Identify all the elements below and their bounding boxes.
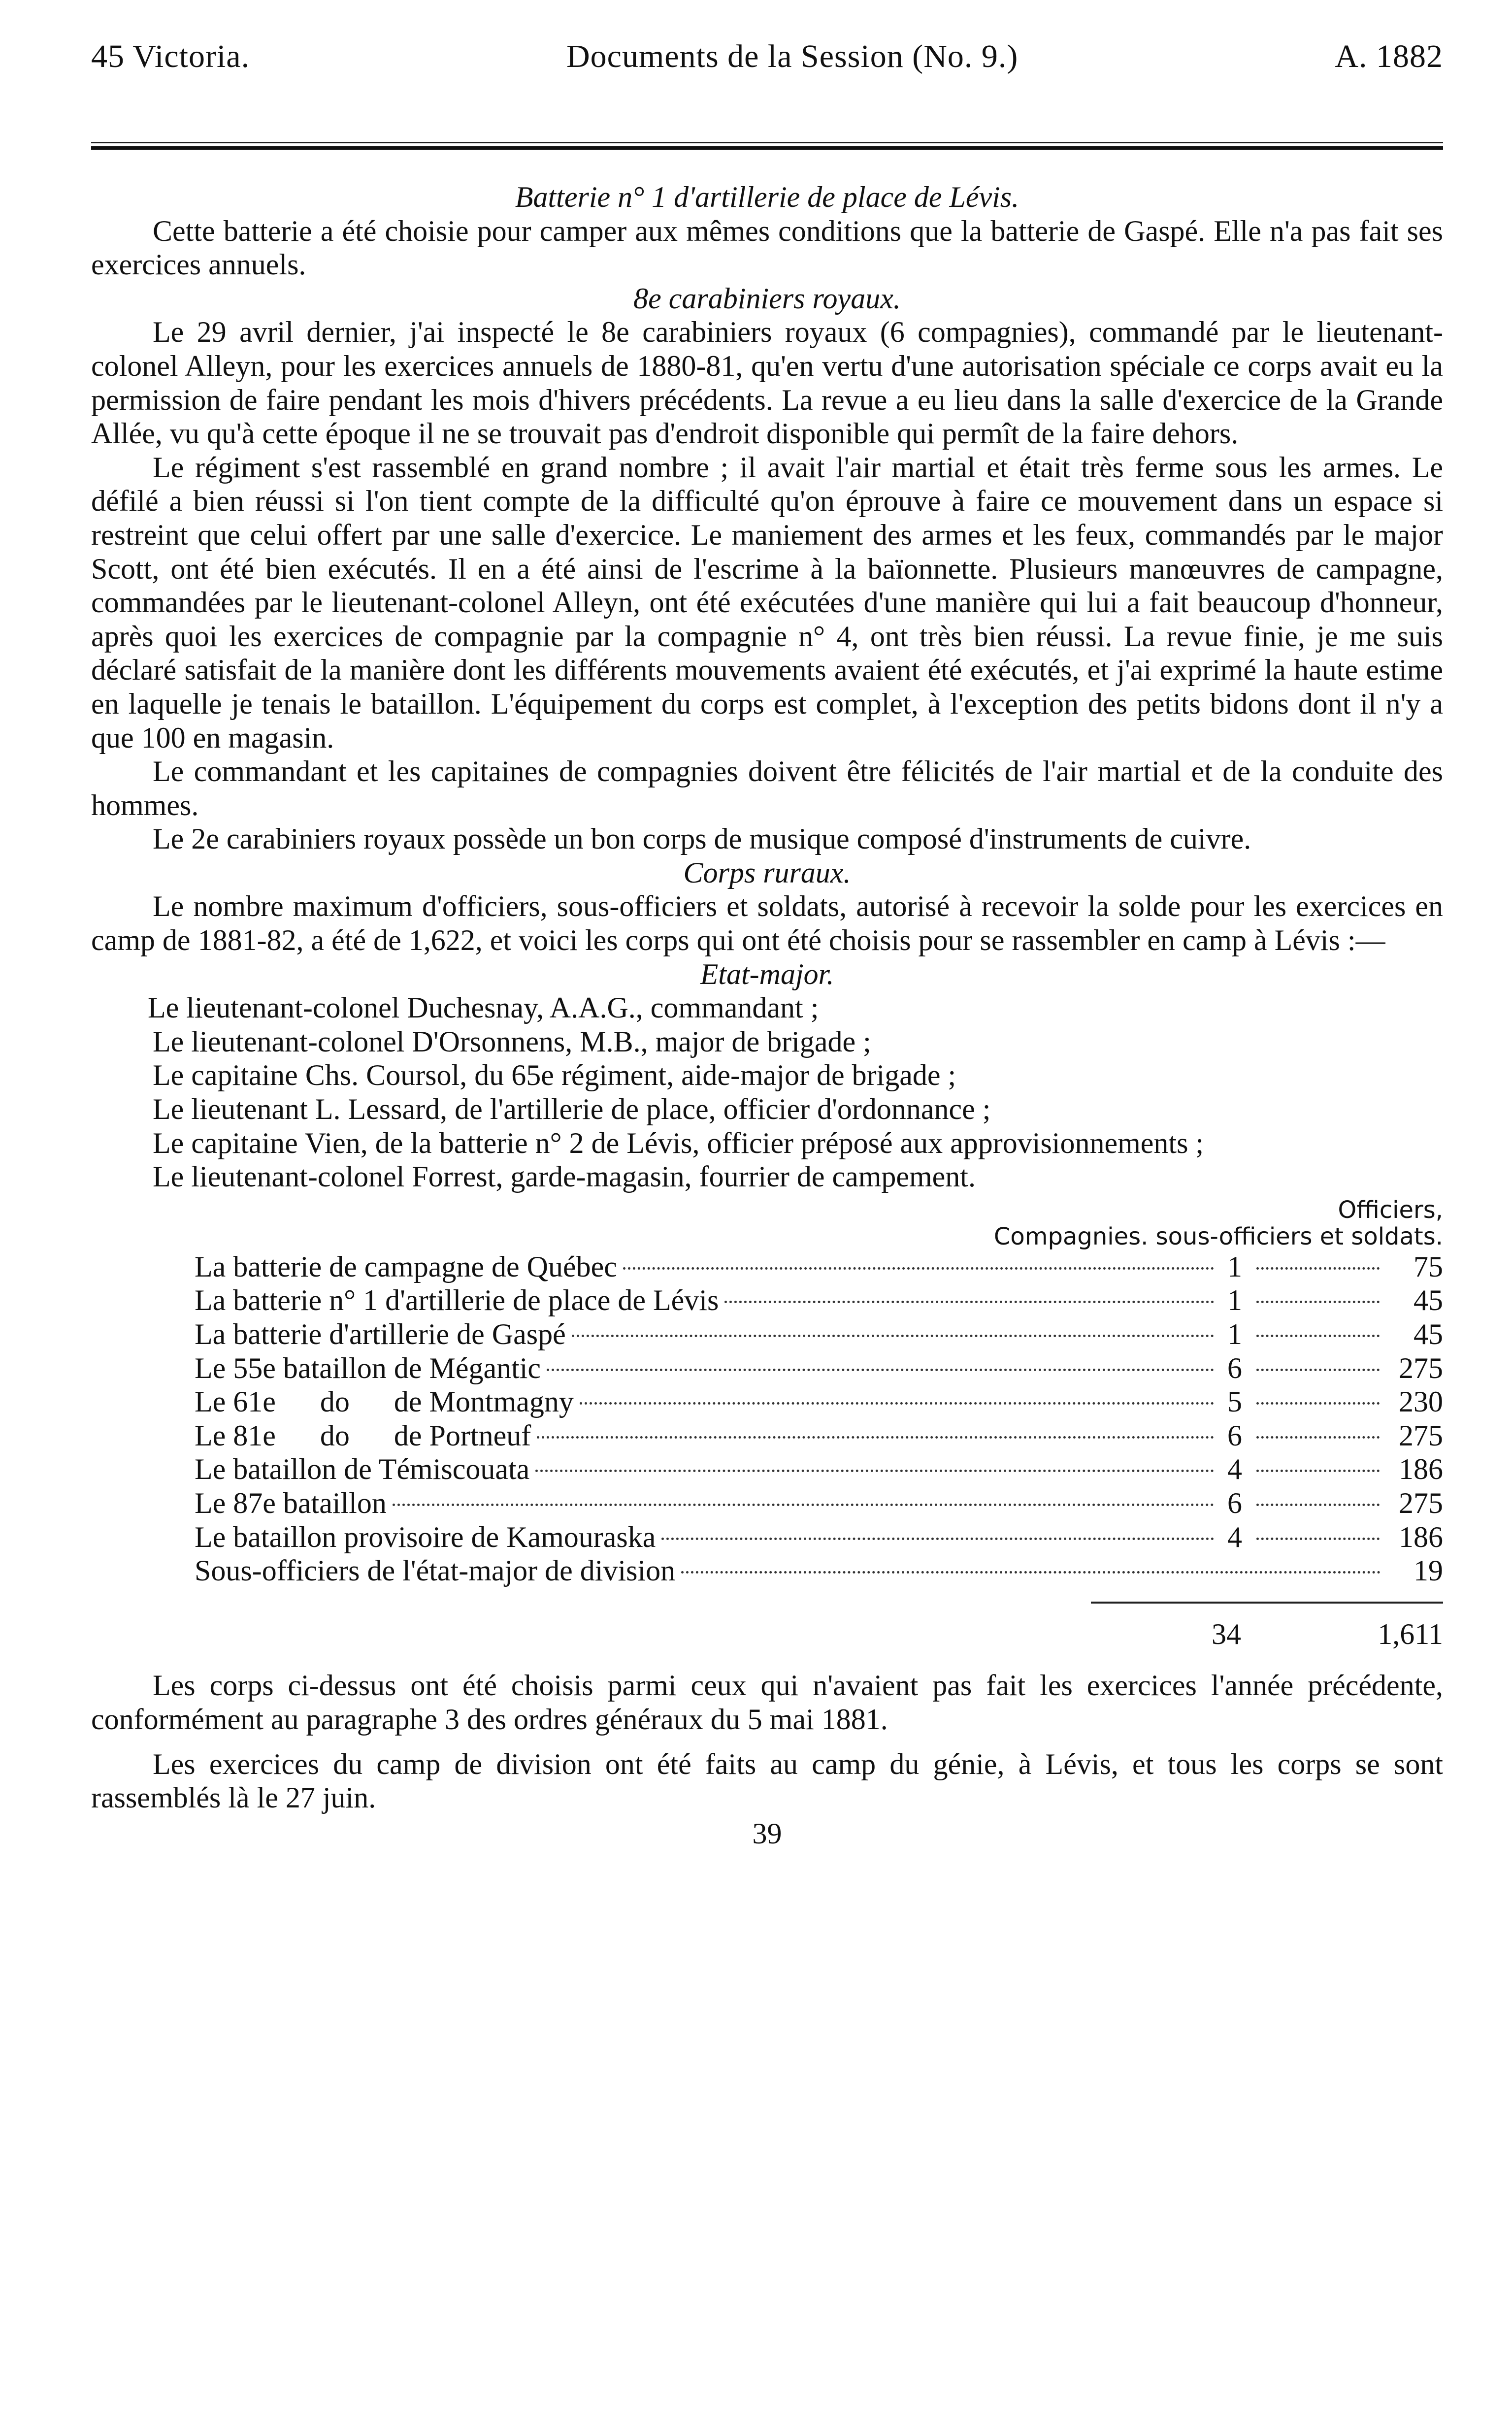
list-item: Le capitaine Chs. Coursol, du 65e régiment, aide-major de brigade ; bbox=[153, 1059, 956, 1092]
paragraph: Le 2e carabiniers royaux possède un bon corps de musique composé d'instruments de cuivre. bbox=[153, 822, 1251, 855]
table-row: La batterie d'artillerie de Gaspé 1 45 bbox=[195, 1318, 1443, 1350]
table-header bbox=[91, 1197, 1443, 1250]
totals-row bbox=[91, 1617, 1443, 1651]
page-number: 39 bbox=[752, 1817, 782, 1850]
table-row: Le bataillon de Témiscouata 4 186 bbox=[195, 1453, 1443, 1486]
paragraph: Le régiment s'est rassemblé en grand nombre ; il avait l'air martial et était très ferme sous les armes. Le défilé a bien réussi si l'on tient compte de la difficulté qu'on éprouve à faire ce mouvement dans un espace si restreint que celui offert par une salle d'exercice. Le maniement des armes et les feux, commandés par le major Scott, ont été bien exécutés. Il en a été ainsi de l'escrime à la baïonnette. Plusieurs manœuvres de campagne, commandées par le lieutenant-colonel Alleyn, ont été exécutées d'une manière qui lui a fait beaucoup d'honneur, après quoi les exercices de compagnie par la compagnie n° 4, ont très bien réussi. La revue finie, je me suis déclaré satisfait de la manière dont les différents mouvements avaient été exécutés, et j'ai exprimé la haute estime en laquelle je tenais le bataillon. L'équipement du corps est complet, à l'exception des petits bidons dont il n'y a que 100 en magasin. bbox=[91, 451, 1443, 754]
paragraph: Le commandant et les capitaines de compagnies doivent être félicités de l'air martial et de la conduite des hommes. bbox=[91, 755, 1443, 821]
section-heading-batterie: Batterie n° 1 d'artillerie de place de Lévis. bbox=[515, 181, 1019, 213]
corps-table bbox=[91, 1250, 1443, 1588]
section-heading-corps-ruraux: Corps ruraux. bbox=[683, 856, 851, 889]
document-page bbox=[91, 30, 1443, 1850]
section-heading-carabiniers: 8e carabiniers royaux. bbox=[633, 282, 901, 315]
table-header-officers: Officiers, bbox=[1338, 1196, 1443, 1224]
table-row: Sous-officiers de l'état-major de division 19 bbox=[195, 1554, 1443, 1587]
table-row: Le 61e do de Montmagny 5 230 bbox=[195, 1385, 1443, 1418]
paragraph: Le nombre maximum d'officiers, sous-officiers et soldats, autorisé à recevoir la solde pour les exercices en camp de 1881-82, a été de 1,622, et voici les corps qui ont été choisis pour se rassembler en camp à Lévis :— bbox=[91, 890, 1443, 957]
paragraph: Le 29 avril dernier, j'ai inspecté le 8e carabiniers royaux (6 compagnies), commandé par le lieutenant-colonel Alleyn, pour les exercices annuels de 1880-81, qu'en vertu d'une autorisation spéciale ce corps avait eu la permission de faire pendant les mois d'hivers précédents. La revue a eu lieu dans la salle d'exercice de la Grande Allée, vu qu'à cette époque il ne se trouvait pas d'endroit disponible qui permît de la faire dehors. bbox=[91, 316, 1443, 450]
section-heading-etat-major: Etat-major. bbox=[700, 957, 834, 990]
list-item: Le lieutenant-colonel Forrest, garde-magasin, fourrier de campement. bbox=[153, 1160, 976, 1193]
list-item: Le capitaine Vien, de la batterie n° 2 de Lévis, officier préposé aux approvisionnements ; bbox=[153, 1126, 1204, 1159]
table-header-companies: Compagnies. bbox=[993, 1222, 1149, 1250]
paragraph: Cette batterie a été choisie pour camper aux mêmes conditions que la batterie de Gaspé. Elle n'a pas fait ses exercices annuels. bbox=[91, 214, 1443, 281]
header-rule-thin bbox=[91, 142, 1443, 143]
paragraph: Les corps ci-dessus ont été choisis parmi ceux qui n'avaient pas fait les exercices l'année précédente, conformément au paragraphe 3 des ordres généraux du 5 mai 1881. bbox=[91, 1669, 1443, 1736]
table-row: La batterie de campagne de Québec 1 75 bbox=[195, 1250, 1443, 1283]
header-right: A. 1882 bbox=[1335, 38, 1443, 74]
table-row: Le 81e do de Portneuf 6 275 bbox=[195, 1419, 1443, 1452]
table-row: La batterie n° 1 d'artillerie de place de Lévis 1 45 bbox=[195, 1284, 1443, 1317]
list-item: Le lieutenant L. Lessard, de l'artillerie de place, officier d'ordonnance ; bbox=[153, 1093, 991, 1126]
total-troops: 1,611 bbox=[1378, 1617, 1443, 1650]
header-center: Documents de la Session (No. 9.) bbox=[566, 38, 1019, 74]
paragraph: Les exercices du camp de division ont été faits au camp du génie, à Lévis, et tous les corps se sont rassemblés là le 27 juin. bbox=[91, 1747, 1443, 1814]
total-companies: 34 bbox=[1212, 1617, 1241, 1650]
table-row: Le bataillon provisoire de Kamouraska 4 186 bbox=[195, 1520, 1443, 1553]
body-text bbox=[91, 180, 1443, 1850]
totals-rule bbox=[91, 1602, 1443, 1604]
list-item: Le lieutenant-colonel D'Orsonnens, M.B., major de brigade ; bbox=[153, 1025, 871, 1058]
header-left: 45 Victoria. bbox=[91, 38, 250, 74]
staff-list bbox=[91, 991, 1443, 1194]
running-header bbox=[91, 30, 1443, 84]
table-row: Le 55e bataillon de Mégantic 6 275 bbox=[195, 1351, 1443, 1384]
table-row: Le 87e bataillon 6 275 bbox=[195, 1486, 1443, 1519]
header-rule-thick bbox=[91, 146, 1443, 150]
list-item: Le lieutenant-colonel Duchesnay, A.A.G., commandant ; bbox=[148, 991, 819, 1024]
table-header-troops: sous-officiers et soldats. bbox=[1155, 1222, 1443, 1250]
